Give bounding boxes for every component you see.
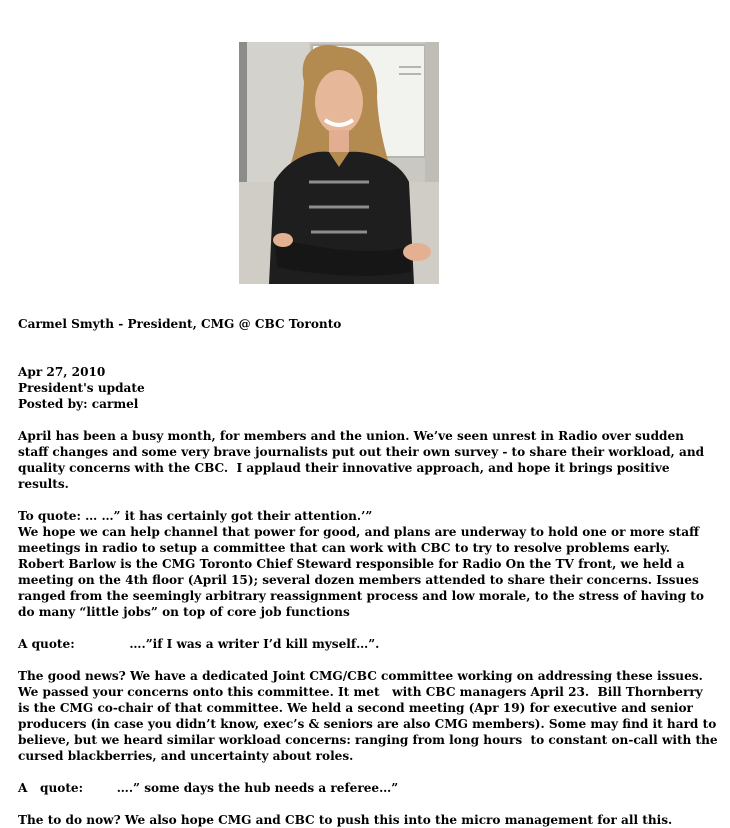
post-category: President's update <box>18 381 145 395</box>
paragraph-good-news: The good news? We have a dedicated Joint CMG/CBC committee working on addressing these issues. We passed your concerns onto this committee. It met with CBC managers April 23. Bill Thornberry is the CMG co-chair of that committee. We held a second meeting (Apr 19) for executive and senior producers (in case you didn’t know, exec’s & seniors are also CMG members). Some may find it hard to believe, but we heard similar workload concerns: ranging from long hours to constant on-call with the cursed blackberries, and uncertainty about roles. <box>18 669 722 763</box>
paragraph-quote-3: A quote: ….” some days the hub needs a referee…” <box>18 781 399 795</box>
paragraph-quote-2: A quote: ….”if I was a writer I’d kill myself…”. <box>18 637 380 651</box>
paragraph-intro: April has been a busy month, for members and the union. We’ve seen unrest in Radio over sudden staff changes and some very brave journalists put out their own survey - to share their workload, and quality concerns with the CBC. I applaud their innovative approach, and hope it brings positive results. <box>18 429 709 491</box>
photo-caption: Carmel Smyth - President, CMG @ CBC Toronto <box>18 317 342 331</box>
paragraph-meetings: We hope we can help channel that power for good, and plans are underway to hold one or more staff meetings in radio to setup a committee that can work with CBC to try to resolve problems early. Robert Barlow is the CMG Toronto Chief Steward responsible for Radio On the TV front, we held a meeting on the 4th floor (April 15); several dozen members attended to share their concerns. Issues ranged from the seemingly arbitrary reassignment process and low morale, to the stress of having to do many “little jobs” on top of core job functions <box>18 525 709 619</box>
post-date: Apr 27, 2010 <box>18 365 106 379</box>
post-author: Posted by: carmel <box>18 397 139 411</box>
portrait-illustration <box>239 42 439 284</box>
portrait-photo <box>239 42 439 284</box>
paragraph-cutoff: The to do now? We also hope CMG and CBC to push this into the micro management for all this. <box>18 813 673 827</box>
paragraph-quote-1: To quote: … …” it has certainly got their attention.’” <box>18 509 373 523</box>
document-body <box>18 316 722 828</box>
